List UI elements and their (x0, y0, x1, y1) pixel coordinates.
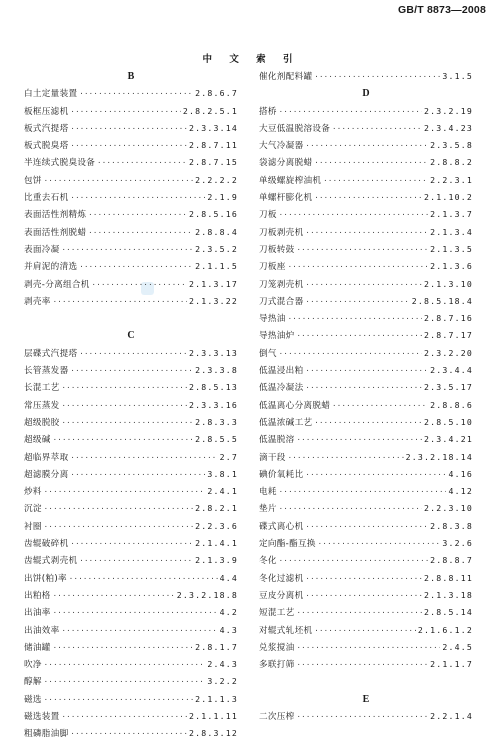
index-ref: 2.3.5.17 (423, 382, 473, 393)
index-entry (24, 241, 238, 258)
dot-leader (53, 294, 187, 311)
index-term: 表面活性剂精炼 (24, 210, 87, 221)
index-term: 低温脱溶 (259, 435, 295, 446)
index-entry (259, 535, 473, 552)
dot-leader (314, 415, 422, 432)
dot-leader (297, 328, 422, 345)
index-entry (259, 137, 473, 154)
dot-leader (288, 311, 422, 328)
index-entry (259, 293, 473, 310)
index-term: 齿辊式剥壳机 (24, 556, 78, 567)
index-term: 表面活性剂脱蜡 (24, 227, 87, 238)
index-entry (24, 137, 238, 154)
index-term: 冬化过滤机 (259, 573, 304, 584)
index-term: 电耗 (259, 487, 277, 498)
index-term: 刀笼剥壳机 (259, 279, 304, 290)
index-entry (259, 604, 473, 621)
index-term: 储油罐 (24, 642, 51, 653)
dot-leader (88, 207, 187, 224)
dot-leader (44, 173, 193, 190)
dot-leader (305, 294, 409, 311)
index-ref: 2.3.2.18.14 (405, 451, 473, 462)
index-entry (259, 552, 473, 569)
index-term: 刀式混合器 (259, 296, 304, 307)
index-term: 吹净 (24, 660, 42, 671)
index-entry (24, 500, 238, 517)
index-ref: 3.2.6 (442, 538, 473, 549)
index-entry (259, 483, 473, 500)
dot-leader (70, 450, 217, 467)
index-ref: 2.8.7.11 (188, 140, 238, 151)
index-term: 长管蒸发器 (24, 366, 69, 377)
index-entry (259, 431, 473, 448)
dot-leader (332, 398, 428, 415)
section-heading-e: E (362, 693, 370, 705)
index-ref: 2.2.3.6 (195, 520, 238, 531)
dot-leader (44, 674, 206, 691)
dot-leader (70, 121, 186, 138)
section-b-entries (24, 85, 238, 310)
dot-leader (305, 380, 421, 397)
index-term: 常压蒸发 (24, 400, 60, 411)
dot-leader (314, 155, 428, 172)
index-ref: 2.8.3.8 (430, 520, 473, 531)
index-ref: 2.1.3.4 (430, 226, 473, 237)
index-ref: 2.8.8.2 (430, 157, 473, 168)
index-term: 板框压滤机 (24, 106, 69, 117)
index-term: 大气冷凝器 (259, 141, 304, 152)
dot-leader (88, 225, 193, 242)
index-entry (24, 379, 238, 396)
index-entry (259, 414, 473, 431)
index-entry (24, 673, 238, 690)
index-entry (24, 639, 238, 656)
index-ref: 2.1.4.1 (195, 538, 238, 549)
index-entry (24, 431, 238, 448)
index-ref: 2.8.3.12 (188, 728, 238, 739)
index-entry (24, 85, 238, 102)
index-term: 冬化 (259, 556, 277, 567)
index-ref: 2.8.5.14 (423, 607, 473, 618)
index-entry (24, 518, 238, 535)
dot-leader (305, 467, 446, 484)
index-ref: 2.8.8.4 (195, 226, 238, 237)
index-term: 单螺杆膨化机 (259, 193, 313, 204)
index-ref: 2.1.1.11 (188, 710, 238, 721)
dot-leader (288, 259, 428, 276)
index-ref: 3.8.1 (207, 468, 238, 479)
index-term: 超临界萃取 (24, 452, 69, 463)
index-ref: 2.1.3.10 (423, 278, 473, 289)
index-term: 剥壳-分离组合机 (24, 279, 90, 290)
dot-leader (305, 588, 421, 605)
index-entry (24, 293, 238, 310)
dot-leader (44, 484, 206, 501)
index-term: 低温冷凝法 (259, 383, 304, 394)
index-ref: 2.3.3.14 (188, 122, 238, 133)
index-entry (24, 604, 238, 621)
index-ref: 2.8.7.17 (423, 330, 473, 341)
dot-leader (53, 640, 193, 657)
index-entry (24, 656, 238, 673)
index-term: 衬圈 (24, 521, 42, 532)
index-term: 出粕格 (24, 590, 51, 601)
index-ref: 2.2.3.10 (423, 503, 473, 514)
index-entry (24, 362, 238, 379)
index-term: 兑浆搅油 (259, 642, 295, 653)
index-ref: 2.3.4.4 (430, 365, 473, 376)
index-term: 垫片 (259, 504, 277, 515)
index-term: 层碟式汽提塔 (24, 348, 78, 359)
index-term: 白土定量装置 (24, 89, 78, 100)
index-ref: 2.8.5.16 (188, 209, 238, 220)
index-ref: 2.1.3.22 (188, 295, 238, 306)
index-ref: 4.3 (219, 624, 238, 635)
index-entry (259, 656, 473, 673)
index-term: 滴干段 (259, 452, 286, 463)
dot-leader (305, 138, 428, 155)
dot-leader (297, 605, 422, 622)
index-ref: 2.4.3 (207, 659, 238, 670)
index-entry (24, 708, 238, 725)
index-term: 粗磷脂油脚 (24, 729, 69, 740)
dot-leader (70, 190, 205, 207)
dot-leader (279, 104, 422, 121)
dot-leader (79, 259, 193, 276)
index-entry (259, 466, 473, 483)
dot-leader (97, 155, 187, 172)
dot-leader (314, 190, 422, 207)
dot-leader (305, 225, 428, 242)
index-term: 超级脱胶 (24, 417, 60, 428)
dot-leader (62, 415, 194, 432)
dot-leader (62, 242, 194, 259)
index-ref: 2.1.10.2 (423, 192, 473, 203)
dot-leader (53, 432, 193, 449)
index-ref: 2.8.5.10 (423, 416, 473, 427)
dot-leader (44, 501, 193, 518)
index-entry (259, 397, 473, 414)
index-term: 刀板转鼓 (259, 244, 295, 255)
index-ref: 2.8.8.11 (423, 572, 473, 583)
index-entry (24, 466, 238, 483)
index-ref: 3.2.2 (207, 676, 238, 687)
index-entry (24, 258, 238, 275)
index-entry (24, 276, 238, 293)
index-term: 袋滤分离脱蜡 (259, 158, 313, 169)
dot-leader (314, 623, 415, 640)
index-ref: 2.3.4.21 (423, 434, 473, 445)
index-entry (24, 154, 238, 171)
index-ref: 2.8.2.5.1 (182, 105, 238, 116)
dot-leader (297, 242, 429, 259)
index-ref: 2.8.3.3 (195, 416, 238, 427)
index-ref: 2.3.3.8 (195, 365, 238, 376)
index-term: 对辊式轧坯机 (259, 625, 313, 636)
index-ref: 2.4.1 (207, 486, 238, 497)
dot-leader (69, 571, 218, 588)
index-term: 超滤膜分离 (24, 469, 69, 480)
page-title: 中 文 索 引 (202, 54, 300, 65)
index-term: 低温浸出粕 (259, 366, 304, 377)
index-term: 导热油 (259, 314, 286, 325)
index-ref: 2.8.6.7 (195, 88, 238, 99)
index-entry (24, 224, 238, 241)
index-ref: 2.1.3.7 (430, 209, 473, 220)
index-entry (24, 587, 238, 604)
index-entry (24, 552, 238, 569)
index-entry (259, 310, 473, 327)
index-entry (259, 103, 473, 120)
index-term: 出饼(粕)率 (24, 573, 67, 584)
dot-leader (279, 553, 428, 570)
index-entry (259, 518, 473, 535)
index-entry (259, 570, 473, 587)
index-entry (259, 189, 473, 206)
dot-leader (44, 692, 193, 709)
index-entry (259, 379, 473, 396)
dot-leader (279, 501, 422, 518)
index-term: 定向酯-酯互换 (259, 539, 316, 550)
index-ref: 2.1.1.5 (195, 261, 238, 272)
index-ref: 2.8.1.7 (195, 641, 238, 652)
index-entry (24, 172, 238, 189)
index-ref: 4.12 (448, 486, 473, 497)
index-term: 低温离心分离脱蜡 (259, 400, 331, 411)
index-entry (24, 206, 238, 223)
dot-leader (288, 450, 404, 467)
dot-leader (53, 588, 175, 605)
index-column-right (259, 68, 473, 725)
index-term: 单级螺旋榨油机 (259, 175, 322, 186)
section-c-continued-entries (259, 68, 473, 85)
index-entry (24, 449, 238, 466)
dot-leader (297, 657, 429, 674)
dot-leader (318, 536, 441, 553)
index-entry (24, 691, 238, 708)
index-ref: 2.8.5.18.4 (411, 295, 473, 306)
dot-leader (44, 519, 193, 536)
section-heading-c: C (127, 330, 135, 342)
index-entry (259, 172, 473, 189)
dot-leader (297, 640, 441, 657)
dot-leader (305, 571, 421, 588)
standard-code: GB/T 8873—2008 (397, 4, 486, 16)
index-ref: 2.3.4.23 (423, 122, 473, 133)
dot-leader (79, 86, 193, 103)
index-term: 炒料 (24, 487, 42, 498)
index-ref: 2.1.9 (207, 192, 238, 203)
dot-leader (53, 605, 218, 622)
index-term: 倒气 (259, 348, 277, 359)
index-ref: 2.2.3.1 (430, 174, 473, 185)
index-ref: 2.1.3.18 (423, 589, 473, 600)
dot-leader (297, 432, 422, 449)
index-ref: 2.1.3.6 (430, 261, 473, 272)
index-entry (24, 120, 238, 137)
index-entry (259, 68, 473, 85)
index-entry (24, 103, 238, 120)
dot-leader (279, 484, 447, 501)
index-ref: 2.3.2.20 (423, 347, 473, 358)
dot-leader (305, 363, 428, 380)
index-entry (24, 414, 238, 431)
index-term: 板式脱臭塔 (24, 141, 69, 152)
section-d-entries (259, 103, 473, 674)
index-term: 出油率 (24, 608, 51, 619)
dot-leader (305, 519, 428, 536)
index-entry (259, 241, 473, 258)
index-term: 碟式离心机 (259, 521, 304, 532)
dot-leader (297, 709, 429, 726)
index-term: 二次压榨 (259, 711, 295, 722)
dot-leader (305, 277, 421, 294)
dot-leader (62, 623, 218, 640)
index-term: 齿辊破碎机 (24, 539, 69, 550)
index-ref: 3.1.5 (442, 71, 473, 81)
index-term: 磁选装置 (24, 711, 60, 722)
index-term: 出油效率 (24, 625, 60, 636)
index-entry (24, 397, 238, 414)
section-c-entries (24, 345, 238, 743)
index-entry (24, 725, 238, 742)
index-ref: 2.1.3.5 (430, 243, 473, 254)
index-ref: 4.2 (219, 607, 238, 618)
index-term: 导热油炉 (259, 331, 295, 342)
index-entry (24, 189, 238, 206)
index-ref: 2.2.2.2 (195, 174, 238, 185)
index-term: 长混工艺 (24, 383, 60, 394)
dot-leader (323, 173, 428, 190)
index-entry (259, 362, 473, 379)
index-term: 刀板剥壳机 (259, 227, 304, 238)
index-ref: 2.2.1.4 (430, 710, 473, 721)
index-entry (259, 224, 473, 241)
section-heading-b: B (127, 71, 135, 82)
index-entry (259, 120, 473, 137)
index-term: 催化剂配料罐 (259, 72, 313, 82)
index-ref: 2.8.8.6 (430, 399, 473, 410)
index-ref: 2.8.5.13 (188, 382, 238, 393)
index-entry (259, 500, 473, 517)
index-term: 低温浓碱工艺 (259, 417, 313, 428)
index-entry (259, 587, 473, 604)
index-term: 剥壳率 (24, 296, 51, 307)
index-entry (259, 639, 473, 656)
index-ref: 2.3.5.2 (195, 243, 238, 254)
index-ref: 4.16 (448, 468, 473, 479)
index-entry (24, 535, 238, 552)
dot-leader (44, 657, 206, 674)
index-entry (24, 622, 238, 639)
dot-leader (79, 553, 193, 570)
index-ref: 2.3.2.19 (423, 105, 473, 116)
dot-leader (70, 363, 193, 380)
index-entry (259, 449, 473, 466)
dot-leader (92, 277, 187, 294)
index-ref: 2.3.3.16 (188, 399, 238, 410)
dot-leader (70, 726, 186, 743)
dot-leader (279, 207, 428, 224)
index-entry (259, 345, 473, 362)
index-term: 短混工艺 (259, 608, 295, 619)
index-term: 大豆低温脱溶设备 (259, 123, 331, 134)
dot-leader (70, 104, 180, 121)
index-ref: 2.8.2.1 (195, 503, 238, 514)
index-term: 搭桥 (259, 106, 277, 117)
index-term: 醇解 (24, 677, 42, 688)
index-entry (259, 276, 473, 293)
index-entry (24, 345, 238, 362)
index-ref: 2.1.6.1.2 (417, 624, 473, 635)
index-term: 磁选 (24, 694, 42, 705)
index-term: 并肩泥的清选 (24, 262, 78, 273)
index-ref: 2.3.5.8 (430, 140, 473, 151)
index-ref: 2.8.5.5 (195, 434, 238, 445)
index-ref: 2.4.5 (442, 641, 473, 652)
index-ref: 2.1.3.17 (188, 278, 238, 289)
index-ref: 2.8.7.15 (188, 157, 238, 168)
index-term: 刀板座 (259, 262, 286, 273)
index-ref: 2.1.3.9 (195, 555, 238, 566)
index-term: 超级碱 (24, 435, 51, 446)
index-term: 比重去石机 (24, 193, 69, 204)
index-term: 碘价氧耗比 (259, 469, 304, 480)
index-entry (259, 327, 473, 344)
index-term: 包饼 (24, 175, 42, 186)
index-term: 表面冷凝 (24, 244, 60, 255)
dot-leader (279, 346, 422, 363)
dot-leader (70, 536, 193, 553)
dot-leader (70, 467, 205, 484)
index-ref: 2.3.2.18.8 (176, 589, 238, 600)
section-heading-d: D (362, 88, 370, 100)
index-term: 豆皮分离机 (259, 590, 304, 601)
index-term: 刀板 (259, 210, 277, 221)
index-entry (24, 483, 238, 500)
index-entry (24, 570, 238, 587)
index-ref: 2.8.7.16 (423, 313, 473, 324)
index-ref: 4.4 (219, 572, 238, 583)
index-entry (259, 154, 473, 171)
index-term: 多联打筛 (259, 660, 295, 671)
dot-leader (62, 398, 187, 415)
index-ref: 2.3.3.13 (188, 347, 238, 358)
dot-leader (70, 138, 186, 155)
index-ref: 2.1.1.3 (195, 693, 238, 704)
dot-leader (62, 380, 187, 397)
index-term: 沉淀 (24, 504, 42, 515)
index-entry (259, 206, 473, 223)
index-column-left (24, 68, 238, 743)
index-ref: 2.7 (219, 451, 238, 462)
index-entry (259, 708, 473, 725)
index-entry (259, 622, 473, 639)
index-entry (259, 258, 473, 275)
index-ref: 2.8.8.7 (430, 555, 473, 566)
section-e-entries (259, 708, 473, 725)
dot-leader (62, 709, 187, 726)
index-ref: 2.1.1.7 (430, 659, 473, 670)
index-term: 半连续式脱臭设备 (24, 158, 96, 169)
dot-leader (314, 69, 440, 86)
dot-leader (79, 346, 187, 363)
index-term: 板式汽提塔 (24, 123, 69, 134)
dot-leader (332, 121, 422, 138)
